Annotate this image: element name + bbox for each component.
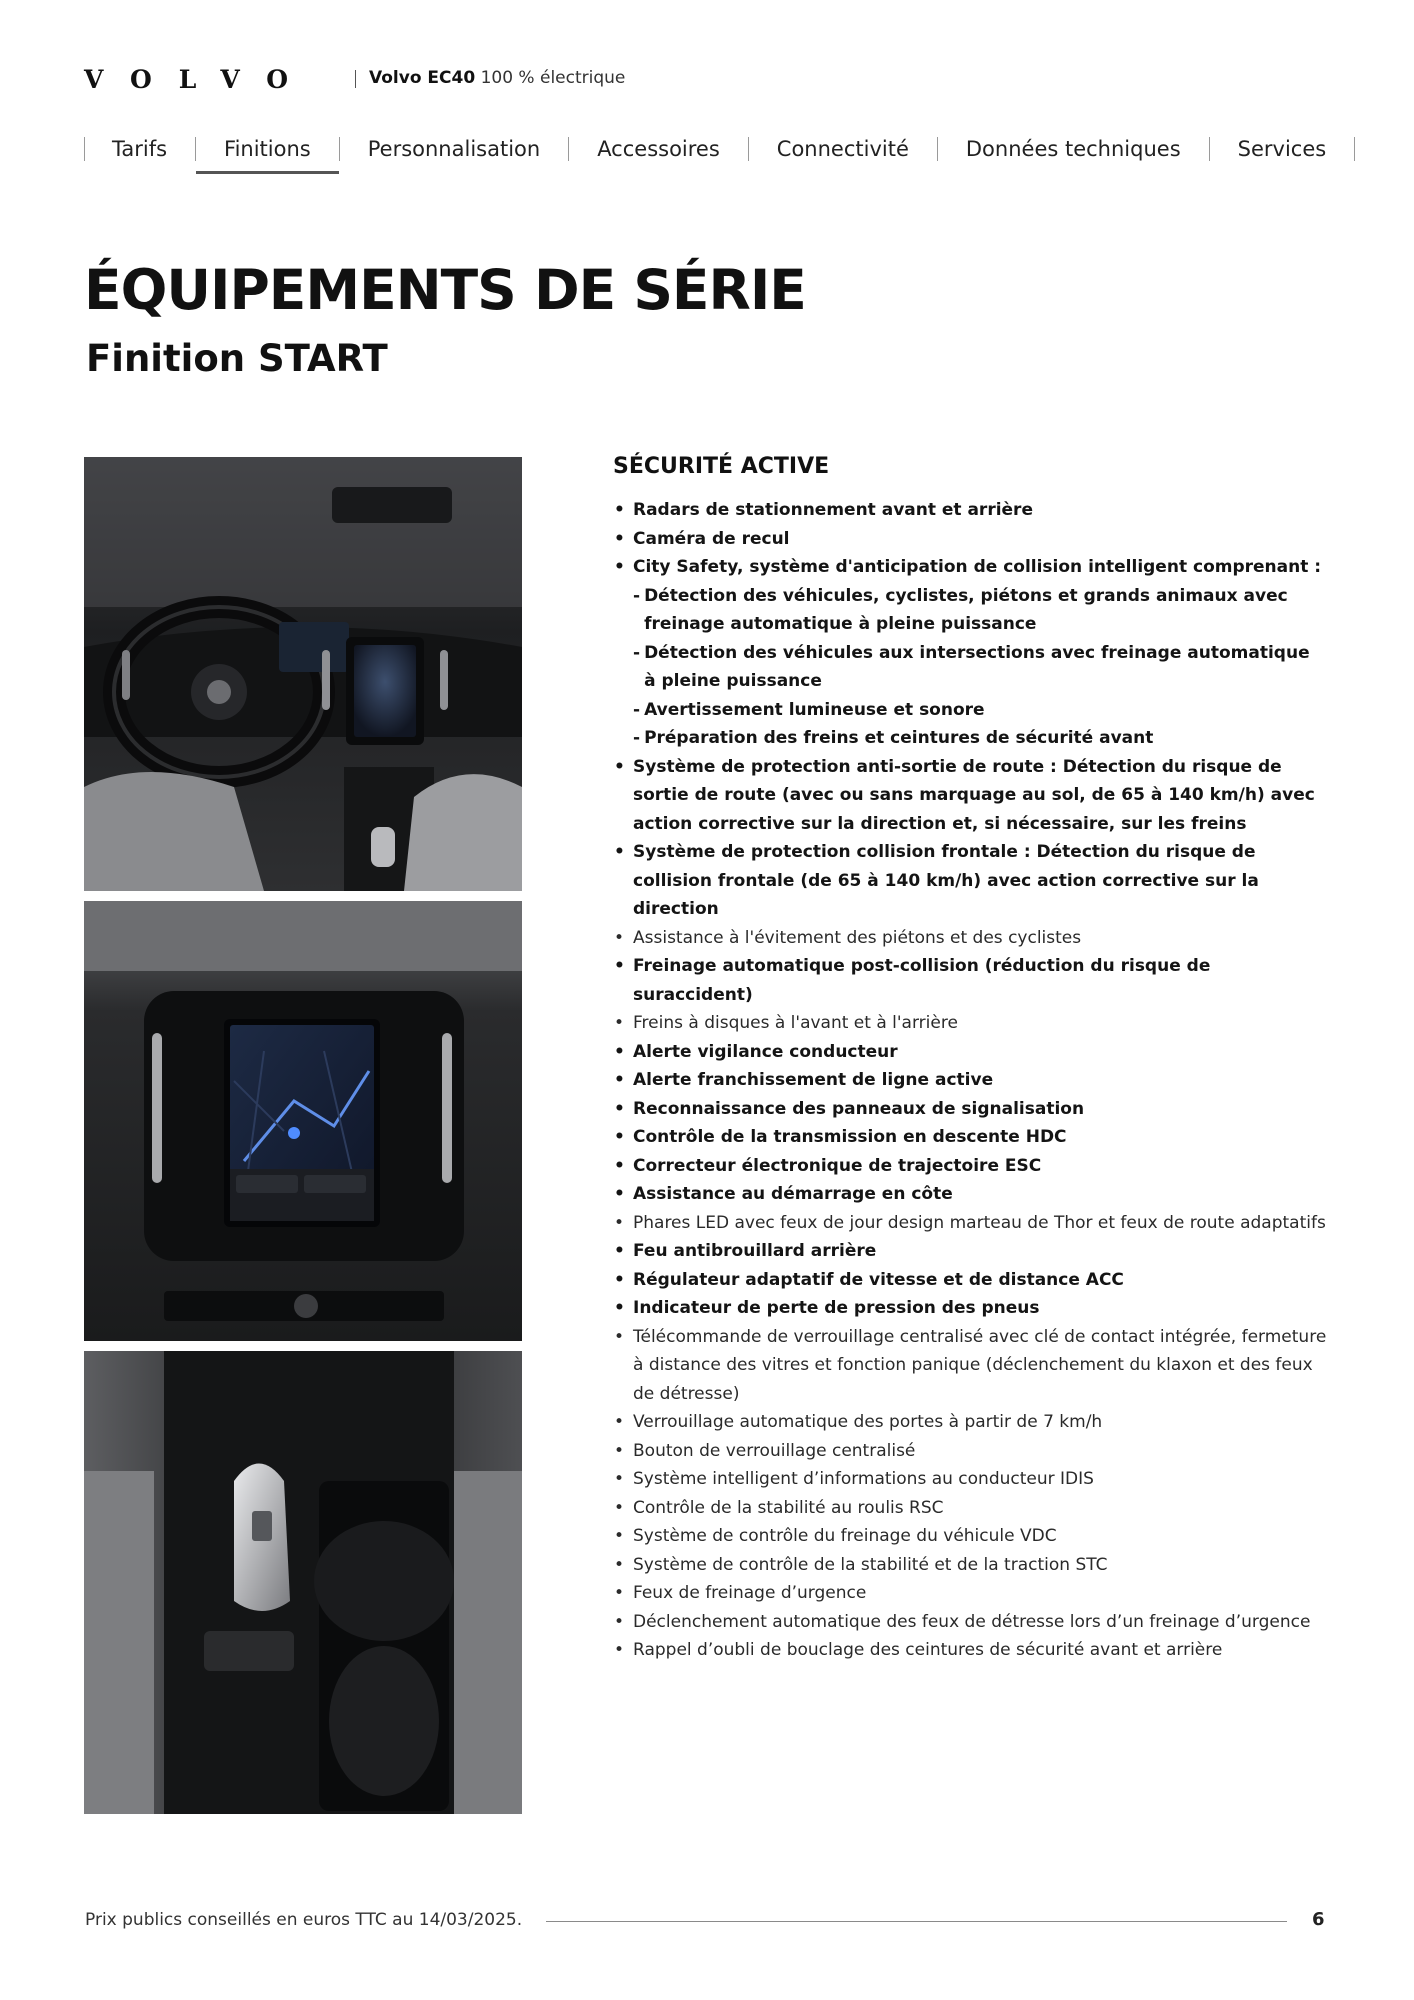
list-item: • Alerte vigilance conducteur bbox=[613, 1038, 1333, 1067]
list-item: • Système de protection anti-sortie de route : Détection du risque de sortie de route (avec ou sans marquage au sol, de 65 à 140 km/h) avec action corrective sur la direction et, si nécessaire, sur les freins bbox=[613, 753, 1333, 839]
volvo-logo: VOLVO bbox=[84, 65, 316, 94]
bullet: • bbox=[614, 1041, 625, 1062]
bullet: • bbox=[614, 756, 625, 777]
tab-donnees-techniques[interactable]: Données techniques bbox=[965, 137, 1181, 161]
nav-divider bbox=[1354, 137, 1355, 161]
bullet: • bbox=[614, 1241, 625, 1261]
bullet: • bbox=[614, 1013, 625, 1033]
tab-connectivite[interactable]: Connectivité bbox=[776, 137, 909, 161]
bullet: • bbox=[614, 528, 625, 549]
bullet: • bbox=[614, 1155, 625, 1176]
tab-services[interactable]: Services bbox=[1237, 137, 1327, 161]
list-item: • Verrouillage automatique des portes à partir de 7 km/h bbox=[613, 1408, 1333, 1437]
bullet: • bbox=[614, 1611, 625, 1632]
gear-selector-photo bbox=[84, 1351, 522, 1814]
list-subitem: - Détection des véhicules, cyclistes, piétons et grands animaux avec freinage automatique à pleine puissance bbox=[633, 585, 1288, 634]
list-item: • Feux de freinage d’urgence bbox=[613, 1579, 1333, 1608]
list-item: • Régulateur adaptatif de vitesse et de distance ACC bbox=[613, 1266, 1333, 1295]
bullet: • bbox=[614, 1526, 625, 1546]
bullet: • bbox=[614, 1269, 625, 1290]
model-title bbox=[369, 68, 625, 88]
list-item: • Rappel d’oubli de bouclage des ceintures de sécurité avant et arrière bbox=[613, 1636, 1333, 1665]
bullet: • bbox=[614, 1412, 625, 1432]
list-item: • Système de protection collision frontale : Détection du risque de collision frontale (de 65 à 140 km/h) avec action corrective sur la direction bbox=[613, 838, 1333, 924]
bullet: • bbox=[614, 1440, 625, 1461]
list-item: • Indicateur de perte de pression des pneus bbox=[613, 1294, 1333, 1323]
section-title: SÉCURITÉ ACTIVE bbox=[613, 454, 830, 479]
list-subitem: - Détection des véhicules aux intersections avec freinage automatique à pleine puissance bbox=[633, 642, 1310, 691]
list-item: • Assistance au démarrage en côte bbox=[613, 1180, 1333, 1209]
list-item: • Contrôle de la transmission en descente HDC bbox=[613, 1123, 1333, 1152]
list-item: • Télécommande de verrouillage centralisé avec clé de contact intégrée, fermeture à distance des vitres et fonction panique (déclenchement du klaxon et des feux de détresse) bbox=[613, 1323, 1333, 1409]
list-item: • Déclenchement automatique des feux de détresse lors d’un freinage d’urgence bbox=[613, 1608, 1333, 1637]
bullet: • bbox=[614, 1583, 625, 1603]
list-item: • Assistance à l'évitement des piétons et des cyclistes bbox=[613, 924, 1333, 953]
bullet: • bbox=[614, 1184, 625, 1204]
bullet: • bbox=[614, 1469, 625, 1489]
bullet: • bbox=[614, 956, 625, 976]
infotainment-photo bbox=[84, 901, 522, 1341]
list-item: • City Safety, système d'anticipation de collision intelligent comprenant : bbox=[613, 553, 1333, 582]
list-item: • Contrôle de la stabilité au roulis RSC bbox=[613, 1494, 1333, 1523]
tab-finitions[interactable]: Finitions bbox=[196, 134, 339, 174]
bullet: • bbox=[614, 1298, 625, 1318]
tab-tarifs[interactable]: Tarifs bbox=[112, 137, 168, 161]
list-item: • Freins à disques à l'avant et à l'arrière bbox=[613, 1009, 1333, 1038]
list-subitem: - Avertissement lumineuse et sonore bbox=[633, 699, 985, 720]
section-nav bbox=[84, 134, 1355, 174]
bullet: • bbox=[614, 1212, 625, 1233]
list-item: • Bouton de verrouillage centralisé bbox=[613, 1437, 1333, 1466]
list-item: • Alerte franchissement de ligne active bbox=[613, 1066, 1333, 1095]
bullet: • bbox=[614, 1127, 625, 1147]
footer-rule bbox=[546, 1921, 1287, 1922]
list-item: • Reconnaissance des panneaux de signalisation bbox=[613, 1095, 1333, 1124]
bullet: • bbox=[614, 1098, 625, 1119]
list-item: • Correcteur électronique de trajectoire ESC bbox=[613, 1152, 1333, 1181]
bullet: • bbox=[614, 500, 625, 520]
model-name: Volvo EC40 bbox=[369, 68, 476, 88]
bullet: • bbox=[614, 1326, 625, 1347]
list-item: • Système intelligent d’informations au conducteur IDIS bbox=[613, 1465, 1333, 1494]
page-number: 6 bbox=[1312, 1909, 1325, 1930]
model-suffix: 100 % électrique bbox=[480, 68, 626, 88]
tab-accessoires[interactable]: Accessoires bbox=[597, 137, 720, 161]
page-title: ÉQUIPEMENTS DE SÉRIE bbox=[84, 258, 806, 322]
equipment-list bbox=[613, 496, 1333, 1665]
list-item: • Système de contrôle du freinage du véhicule VDC bbox=[613, 1522, 1333, 1551]
list-item: • Phares LED avec feux de jour design marteau de Thor et feux de route adaptatifs bbox=[613, 1209, 1333, 1238]
header-separator bbox=[355, 70, 356, 88]
tab-personnalisation[interactable]: Personnalisation bbox=[367, 137, 541, 161]
page-subtitle: Finition START bbox=[86, 337, 388, 380]
list-item: • Feu antibrouillard arrière bbox=[613, 1237, 1333, 1266]
bullet: • bbox=[614, 1640, 625, 1660]
bullet: • bbox=[614, 1070, 625, 1090]
list-subitem: - Préparation des freins et ceintures de sécurité avant bbox=[633, 728, 1154, 748]
list-item: • Système de contrôle de la stabilité et de la traction STC bbox=[613, 1551, 1333, 1580]
dashboard-photo bbox=[84, 457, 522, 891]
list-item: • Freinage automatique post-collision (réduction du risque de suraccident) bbox=[613, 952, 1333, 1009]
list-item: • Radars de stationnement avant et arrière bbox=[613, 496, 1333, 525]
bullet: • bbox=[614, 927, 625, 948]
bullet: • bbox=[614, 842, 625, 862]
list-item: • Caméra de recul bbox=[613, 525, 1333, 554]
bullet: • bbox=[614, 1497, 625, 1518]
bullet: • bbox=[614, 1554, 625, 1575]
bullet: • bbox=[614, 557, 625, 577]
price-disclaimer: Prix publics conseillés en euros TTC au 14/03/2025. bbox=[85, 1910, 523, 1930]
